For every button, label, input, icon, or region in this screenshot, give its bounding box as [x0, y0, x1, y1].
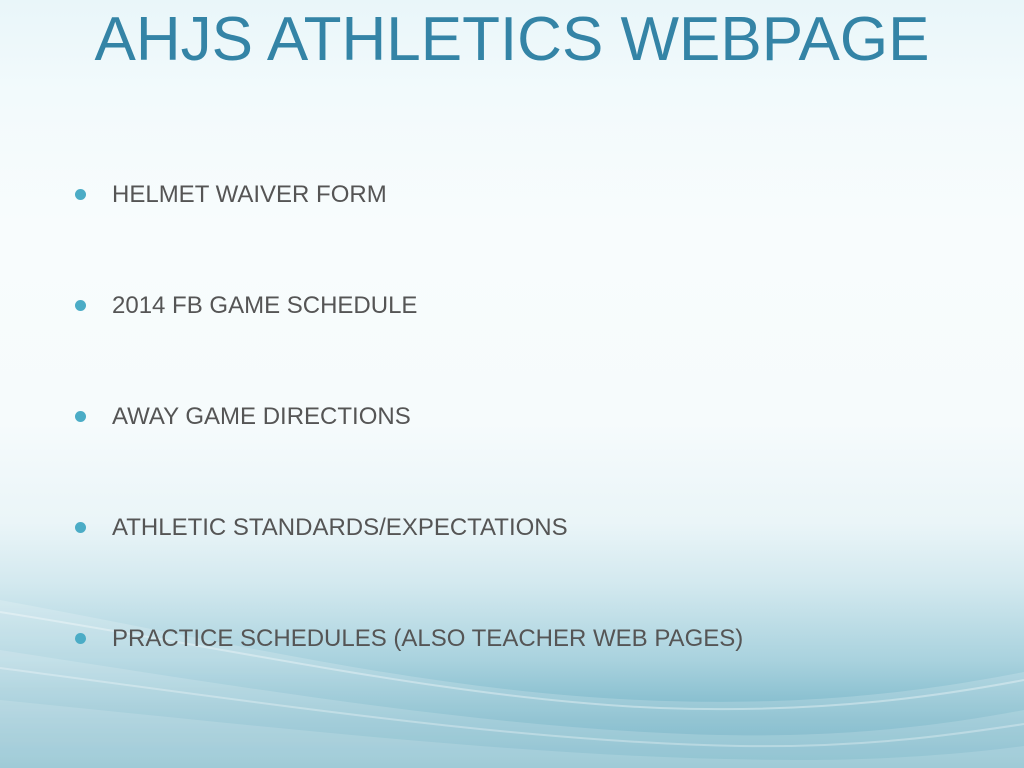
- list-item: [72, 620, 972, 731]
- bullet-text: AWAY GAME DIRECTIONS: [112, 403, 411, 430]
- list-item: [72, 176, 972, 287]
- list-item: [72, 509, 972, 620]
- bullet-icon: [75, 522, 86, 533]
- bullet-icon: [75, 300, 86, 311]
- bullet-text: 2014 FB GAME SCHEDULE: [112, 292, 418, 319]
- bullet-text: PRACTICE SCHEDULES (ALSO TEACHER WEB PAGES): [112, 625, 744, 652]
- bullet-list: [72, 176, 972, 731]
- bullet-icon: [75, 189, 86, 200]
- bullet-text: ATHLETIC STANDARDS/EXPECTATIONS: [112, 514, 568, 541]
- list-item: [72, 398, 972, 509]
- bullet-text: HELMET WAIVER FORM: [112, 181, 387, 208]
- bullet-icon: [75, 411, 86, 422]
- list-item: [72, 287, 972, 398]
- slide-title: AHJS ATHLETICS WEBPAGE: [94, 5, 930, 74]
- bullet-icon: [75, 633, 86, 644]
